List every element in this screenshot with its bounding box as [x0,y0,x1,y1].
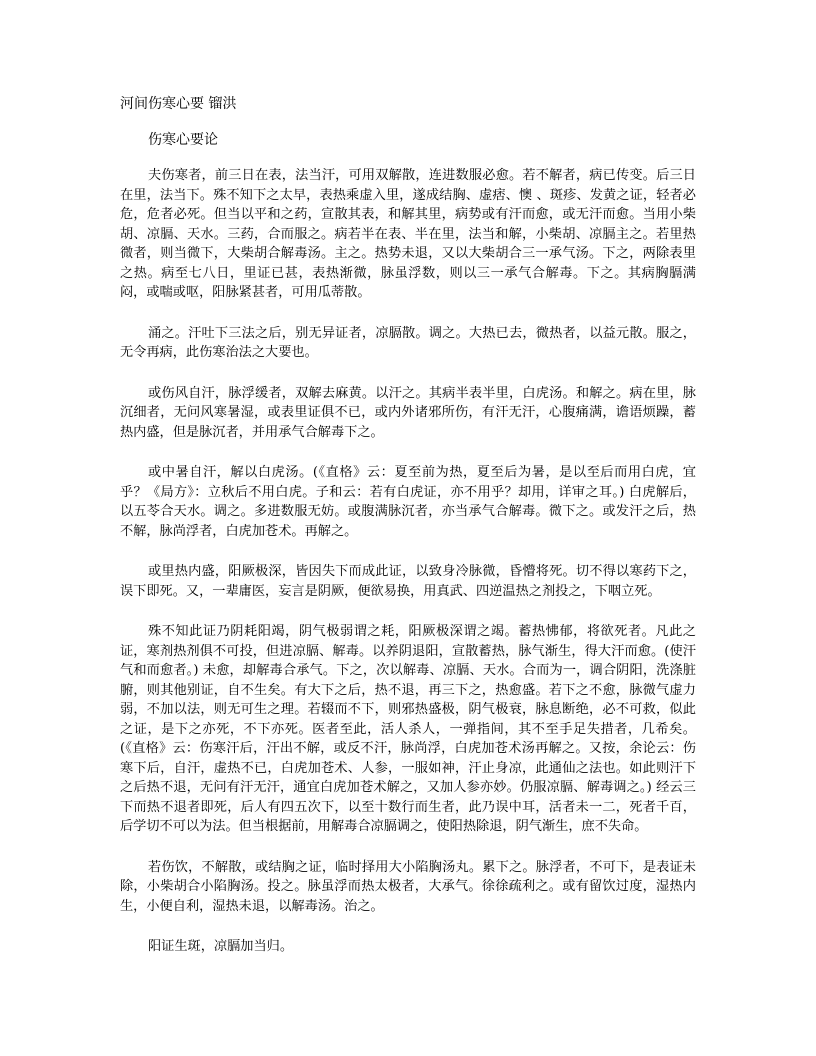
paragraph: 夫伤寒者，前三日在表，法当汗，可用双解散，连进数服必愈。若不解者，病已传变。后三日在里，法当下。殊不知下之太早，表热乘虚入里，遂成结胸、虚痞、懊 、斑疹、发黄之证，轻者必危，危者必死。但当以平和之药，宣散其表，和解其里，病势或有汗而愈，或无汗而愈。当用小柴胡、凉膈、天水。三药，合而服之。病若半在表、半在里，法当和解，小柴胡、凉膈主之。若里热微者，则当微下，大柴胡合解毒汤。主之。热势未退，又以大柴胡合三一承气汤。下之，两除表里之热。病至七八日，里证已甚，表热渐微，脉虽浮数，则以三一承气合解毒。下之。其病胸膈满闷，或喘或呕，阳脉紧甚者，可用瓜蒂散。 [120,168,696,300]
document-body [120,166,696,957]
section-title: 伤寒心要论 [148,132,218,148]
paragraph: 阳证生斑，凉膈加当归。 [148,939,294,954]
paragraph: 或中暑自汗，解以白虎汤。(《直格》云：夏至前为热，夏至后为暑，是以至后而用白虎，宜乎？《局方》：立秋后不用白虎。子和云：若有白虎证，亦不用乎？却用，详审之耳。) 白虎解后，以五苓合天水。调之。多进数服无妨。或腹满脉沉者，亦当承气合解毒。微下之。或发汗之后，热不解，脉尚浮者，白虎加苍术。再解之。 [120,465,696,539]
paragraph: 若伤饮，不解散，或结胸之证，临时择用大小陷胸汤丸。累下之。脉浮者，不可下，是表证未除，小柴胡合小陷胸汤。投之。脉虽浮而热太极者，大承气。徐徐疏利之。或有留饮过度，湿热内生，小便自利，湿热未退，以解毒汤。治之。 [120,859,696,914]
document-title: 河间伤寒心要 镏洪 [120,96,237,112]
paragraph: 殊不知此证乃阴耗阳竭，阴气极弱谓之耗，阳厥极深谓之竭。蓄热怫郁，将欲死者。凡此之证，寒剂热剂俱不可投，但进凉膈、解毒。以养阴退阳，宣散蓄热，脉气渐生，得大汗而愈。(使汗气和而愈者。) 未愈，却解毒合承气。下之，次以解毒、凉膈、天水。合而为一，调合阴阳，洗涤脏腑，则其他别证，自不生矣。有大下之后，热不退，再三下之，热愈盛。若下之不愈，脉微气虚力弱，不加以法，则无可生之理。若辍而不下，则邪热盛极，阴气极衰，脉息断绝，必不可救，似此之证，是下之亦死，不下亦死。医者至此，活人杀人，一弹指间，其不至手足失措者，几希矣。(《直格》云：伤寒汗后，汗出不解，或反不汗，脉尚浮，白虎加苍术汤再解之。又按，余论云：伤寒下后，自汗，虚热不已，白虎加苍术、人参，一服如神，汗止身凉，此通仙之法也。如此则汗下之后热不退，无问有汗无汗，通宜白虎加苍术解之，又加人参亦妙。仍服凉膈、解毒调之。) 经云三下而热不退者即死，后人有四五次下，以至十数行而生者，此乃误中耳，活者未一二，死者千百，后学切不可以为法。但当根据前，用解毒合凉膈调之，使阳热除退，阴气渐生，庶不失命。 [120,624,696,834]
paragraph: 涌之。汗吐下三法之后，别无异证者，凉膈散。调之。大热已去，微热者，以益元散。服之，无令再病，此伤寒治法之大要也。 [120,325,696,360]
paragraph: 或伤风自汗，脉浮缓者，双解去麻黄。以汗之。其病半表半里，白虎汤。和解之。病在里，脉沉细者，无问风寒暑湿，或表里证俱不已，或内外诸邪所伤，有汗无汗，心腹痛满，谵语烦躁，蓄热内盛，但是脉沉者，并用承气合解毒下之。 [120,385,696,440]
paragraph: 或里热内盛，阳厥极深，皆因失下而成此证，以致身冷脉微，昏懵将死。切不得以寒药下之，误下即死。又，一辈庸医，妄言是阴厥，便欲易换，用真武、四逆温热之剂投之，下咽立死。 [120,564,696,599]
